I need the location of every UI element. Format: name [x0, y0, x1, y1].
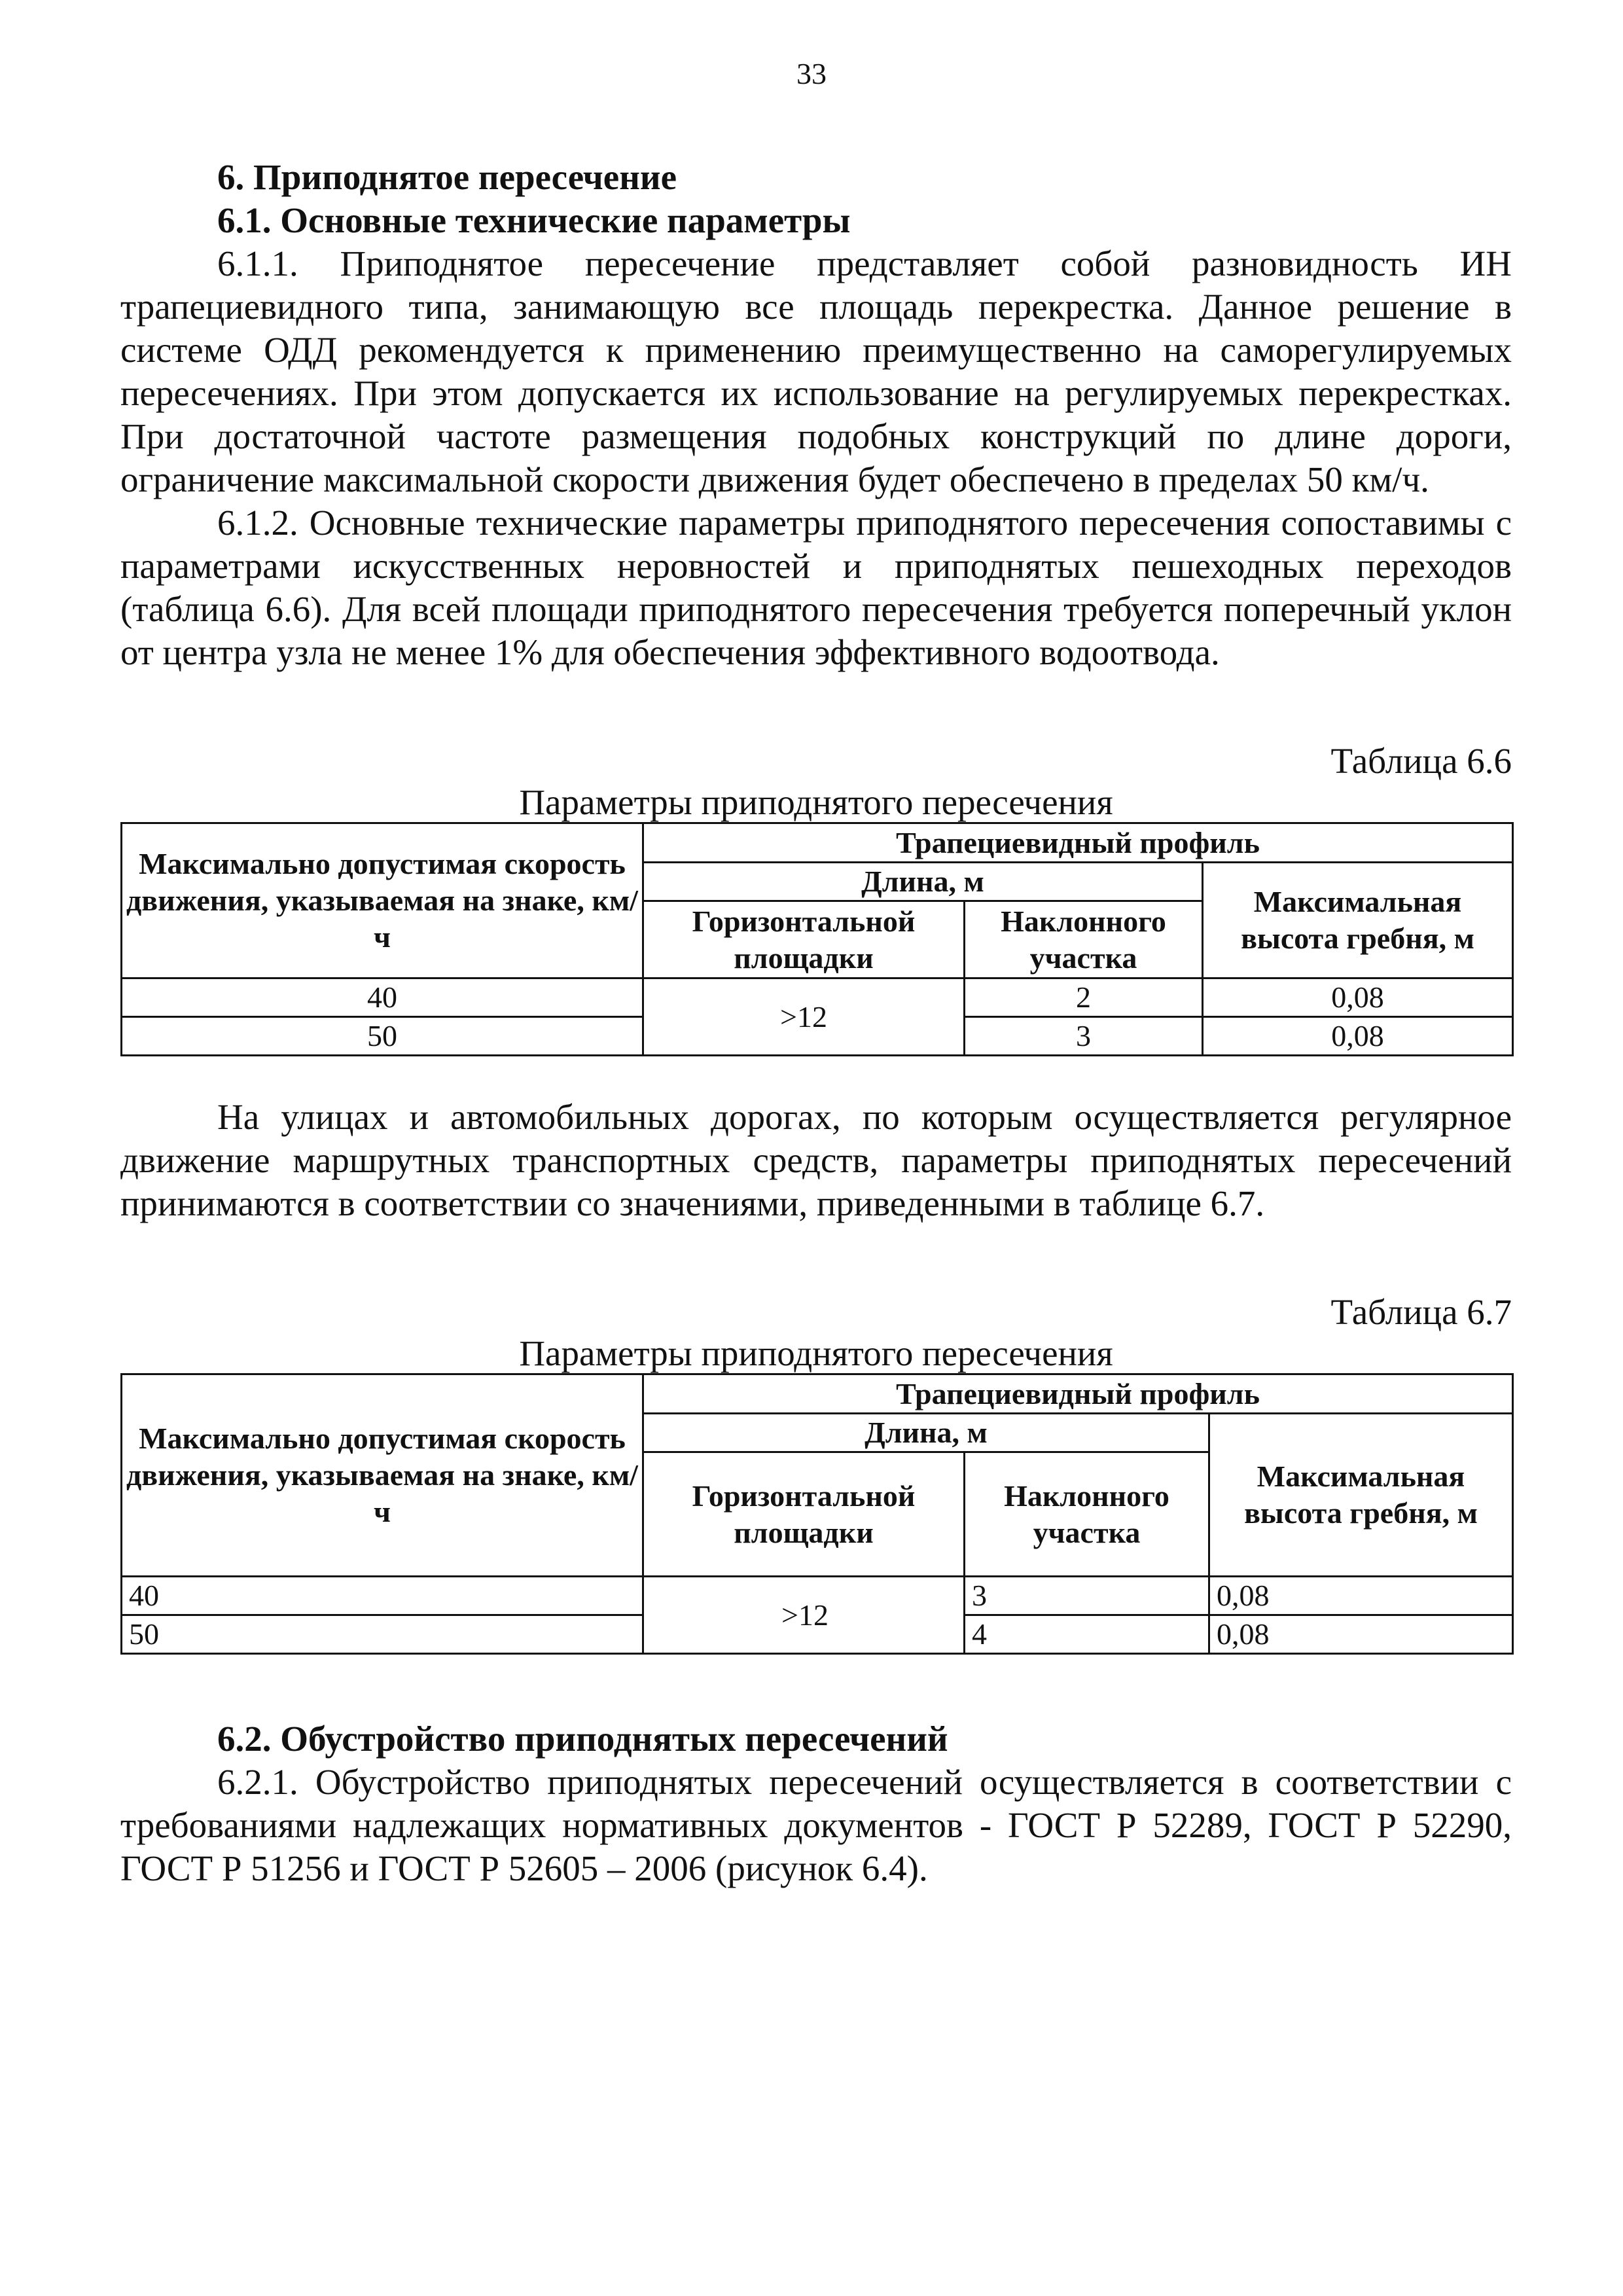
table-6-6-caption: Параметры приподнятого пересечения: [519, 782, 1113, 822]
header-speed: Максимально допустимая скорость движения, указываемая на знаке, км/ч: [122, 823, 643, 978]
table-row: [122, 1577, 1513, 1615]
cell-horizontal: >12: [643, 978, 965, 1056]
page-number: 33: [796, 57, 827, 90]
header-length: Длина, м: [643, 1414, 1209, 1452]
cell-incline: 4: [965, 1615, 1209, 1654]
header-incline: Наклонного участка: [965, 1452, 1209, 1577]
paragraph-transit: На улицах и автомобильных дорогах, по которым осуществляется регулярное движение маршрутных транспортных средств, параметры приподнятых пересечений принимаются в соответствии со значениями, приведенными в таблице 6.7.: [120, 1097, 1512, 1223]
subsection-title: 6.1. Основные технические параметры: [217, 200, 851, 240]
table-6-6: [120, 822, 1514, 1056]
cell-incline: 2: [965, 978, 1203, 1017]
table-row: [122, 978, 1513, 1017]
table-6-6-label: Таблица 6.6: [1330, 741, 1512, 781]
header-incline: Наклонного участка: [965, 901, 1203, 978]
cell-height: 0,08: [1209, 1615, 1513, 1654]
cell-speed: 50: [122, 1615, 643, 1654]
paragraph-6-1-2: 6.1.2. Основные технические параметры приподнятого пересечения сопоставимы с параметрами искусственных неровностей и приподнятых пешеходных переходов (таблица 6.6). Для всей площади приподнятого пересечения требуется поперечный уклон от центра узла не менее 1% для обеспечения эффективного водоотвода.: [120, 503, 1512, 672]
cell-incline: 3: [965, 1017, 1203, 1056]
header-height: Максимальная высота гребня, м: [1209, 1414, 1513, 1577]
section-title: 6. Приподнятое пересечение: [217, 157, 677, 197]
table-6-7-label: Таблица 6.7: [1330, 1292, 1512, 1332]
header-length: Длина, м: [643, 863, 1203, 901]
cell-speed: 50: [122, 1017, 643, 1056]
header-speed: Максимально допустимая скорость движения, указываемая на знаке, км/ч: [122, 1374, 643, 1577]
paragraph-6-1-1: 6.1.1. Приподнятое пересечение представляет собой разновидность ИН трапециевидного типа, занимающую все площадь перекрестка. Данное решение в системе ОДД рекомендуется к применению преимущественно на саморегулируемых пересечениях. При этом допускается их использование на регулируемых перекрестках. При достаточной частоте размещения подобных конструкций по длине дороги, ограничение максимальной скорости движения будет обеспечено в пределах 50 км/ч.: [120, 243, 1512, 499]
cell-height: 0,08: [1203, 1017, 1513, 1056]
header-profile: Трапециевидный профиль: [643, 1374, 1513, 1414]
section-6-2-title: 6.2. Обустройство приподнятых пересечений: [217, 1719, 948, 1759]
cell-horizontal: >12: [643, 1577, 965, 1654]
cell-speed: 40: [122, 978, 643, 1017]
table-6-7: [120, 1373, 1514, 1655]
cell-height: 0,08: [1209, 1577, 1513, 1615]
cell-height: 0,08: [1203, 978, 1513, 1017]
header-profile: Трапециевидный профиль: [643, 823, 1513, 863]
header-height: Максимальная высота гребня, м: [1203, 863, 1513, 978]
header-horizontal: Горизонтальной площадки: [643, 901, 965, 978]
header-horizontal: Горизонтальной площадки: [643, 1452, 965, 1577]
paragraph-6-2-1: 6.2.1. Обустройство приподнятых пересечений осуществляется в соответствии с требованиями надлежащих нормативных документов - ГОСТ Р 52289, ГОСТ Р 52290, ГОСТ Р 51256 и ГОСТ Р 52605 – 2006 (рисунок 6.4).: [120, 1762, 1512, 1888]
cell-incline: 3: [965, 1577, 1209, 1615]
cell-speed: 40: [122, 1577, 643, 1615]
table-6-7-caption: Параметры приподнятого пересечения: [519, 1333, 1113, 1373]
document-body: [120, 156, 1512, 1890]
